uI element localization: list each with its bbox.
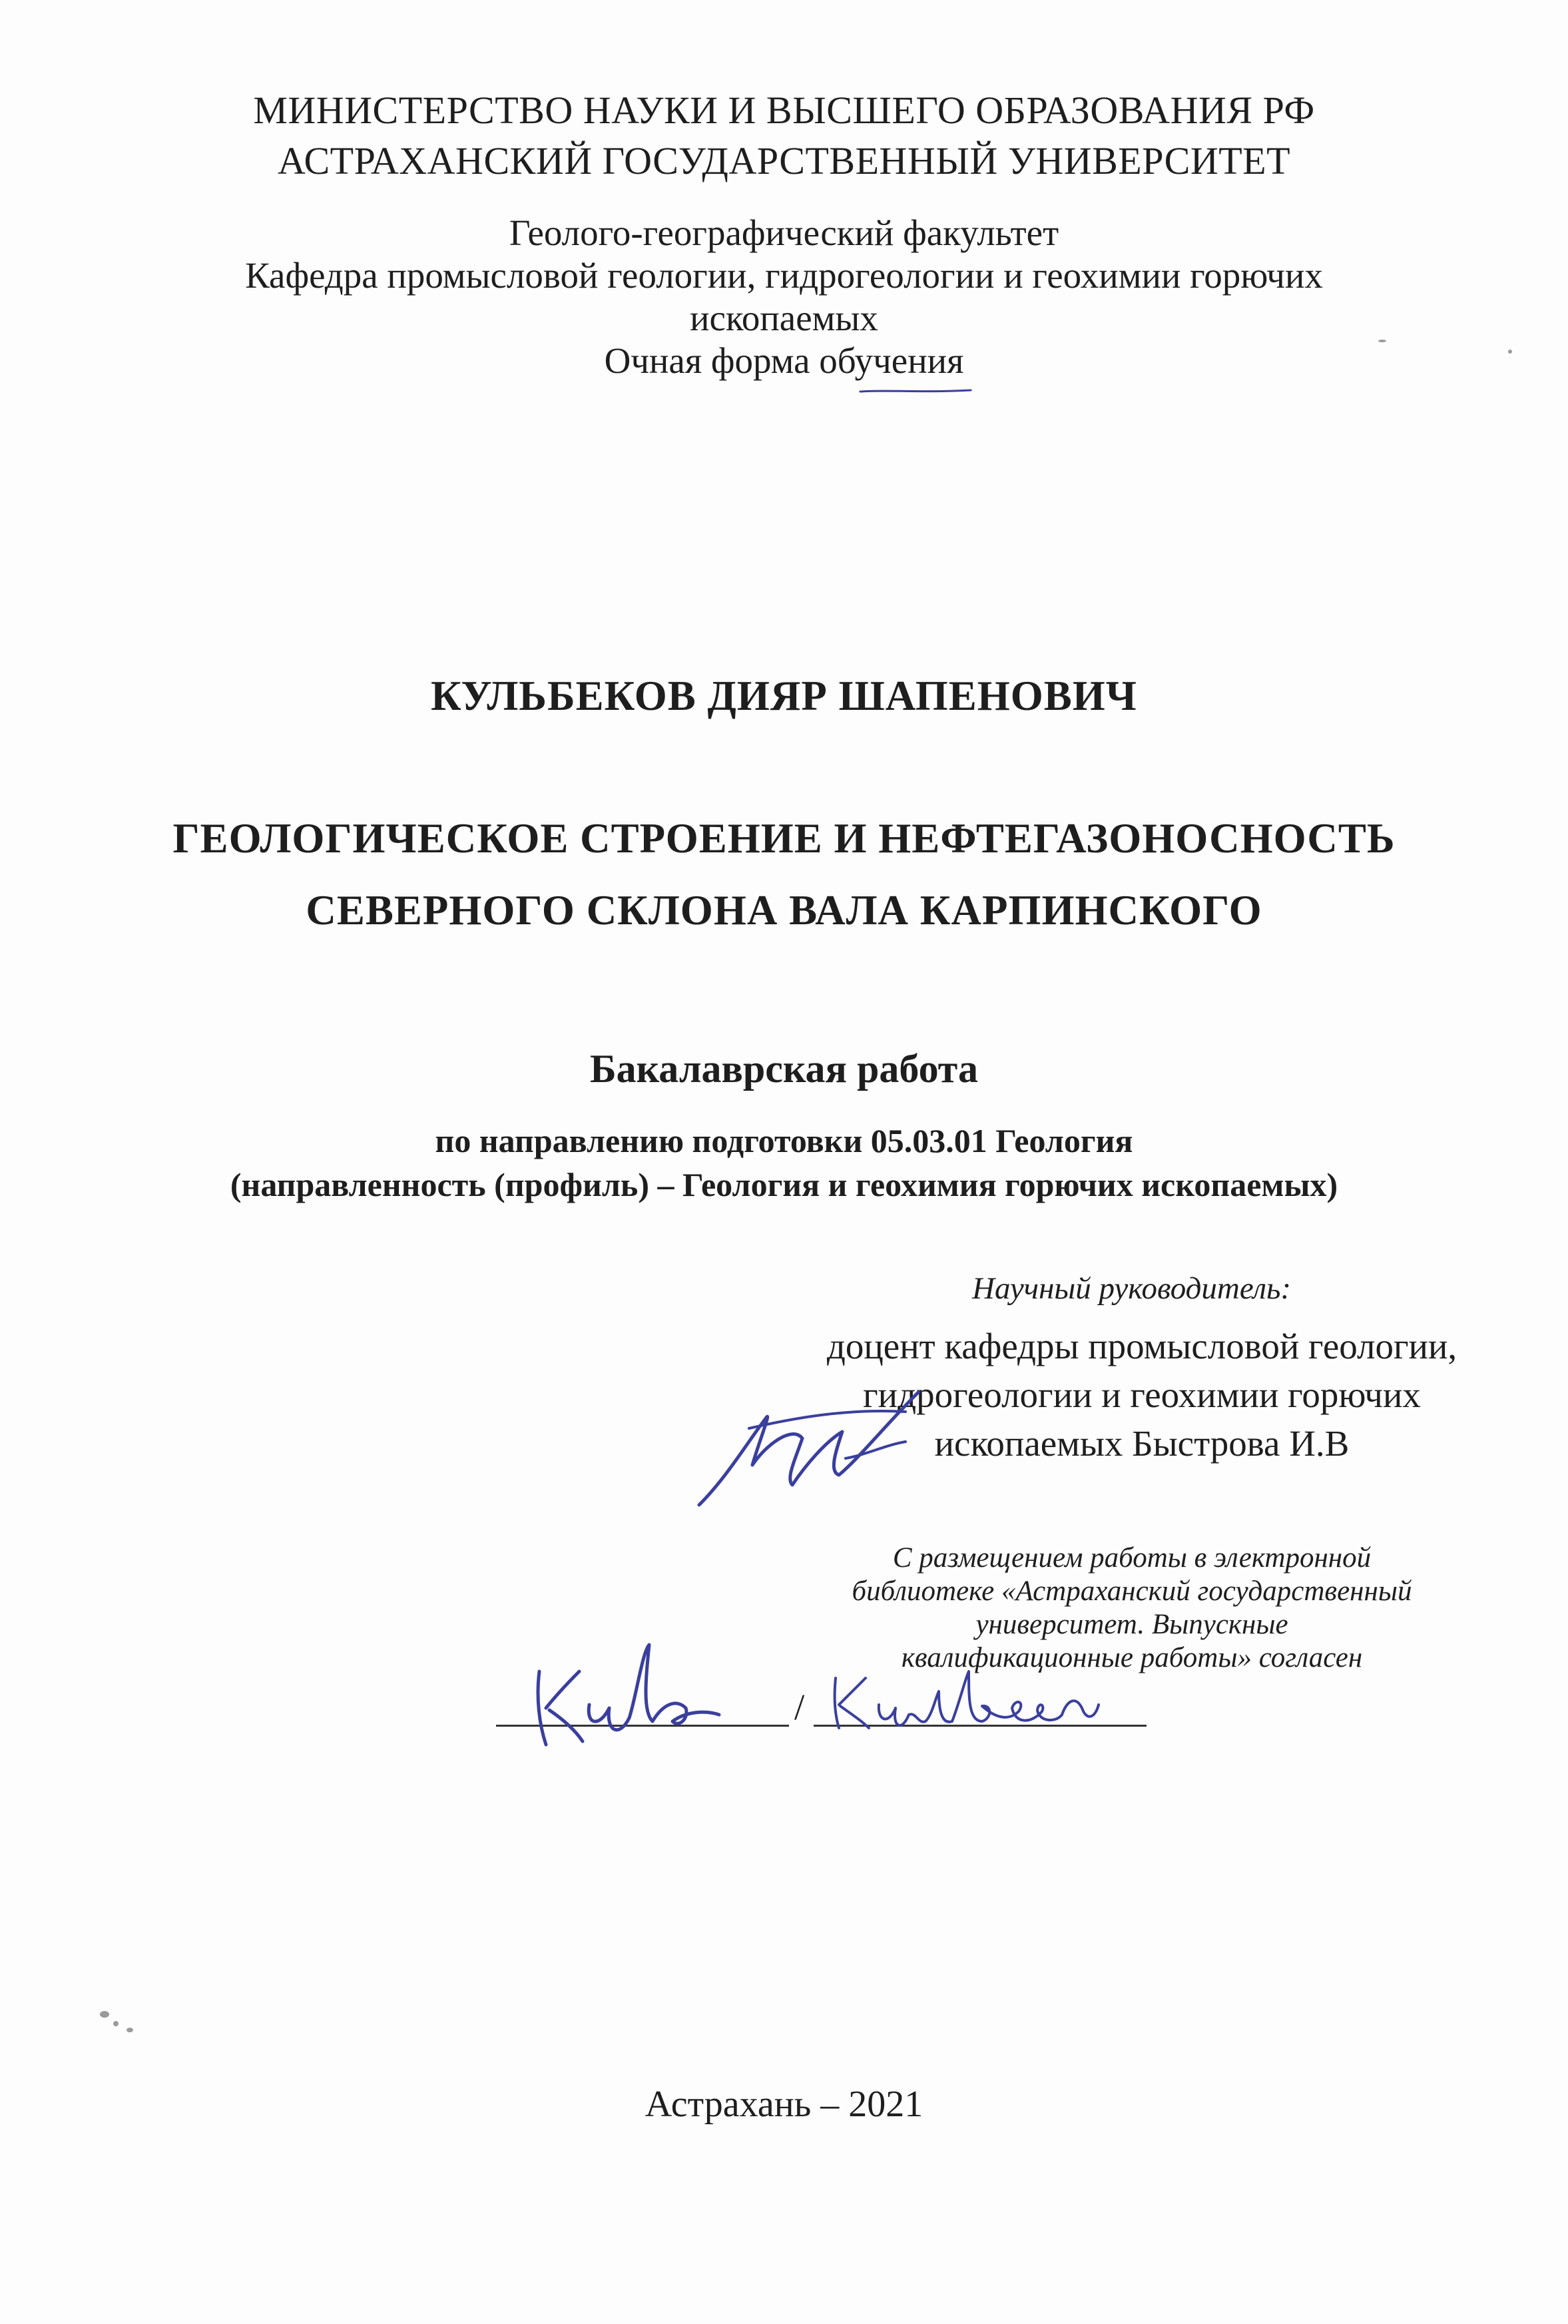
- student-name-handwritten: [826, 1658, 1119, 1738]
- scan-speck: [113, 2021, 119, 2026]
- scan-speck: [127, 2028, 133, 2032]
- consent-line2: библиотеке «Астраханский государственный: [852, 1576, 1412, 1607]
- thesis-title-line1: ГЕОЛОГИЧЕСКОЕ СТРОЕНИЕ И НЕФТЕГАЗОНОСНОСТЬ: [172, 815, 1396, 862]
- pen-underline-mark: [859, 388, 972, 394]
- study-direction: [0, 1119, 1568, 1207]
- study-form: Очная форма обучения: [604, 340, 964, 381]
- ministry-name: МИНИСТЕРСТВО НАУКИ И ВЫСШЕГО ОБРАЗОВАНИЯ РФ: [253, 89, 1315, 132]
- supervisor-line2: гидрогеологии и геохимии горючих: [863, 1374, 1421, 1415]
- department-name-line1: Кафедра промысловой геологии, гидрогеологии и геохимии горючих: [245, 255, 1323, 296]
- ministry-header: [0, 85, 1568, 186]
- scan-speck: [1378, 340, 1386, 342]
- student-signature: [519, 1631, 746, 1758]
- consent-line1: С размещением работы в электронной: [892, 1542, 1372, 1574]
- faculty-name: Геолого-географический факультет: [509, 212, 1059, 253]
- department-name-line2: ископаемых: [690, 298, 878, 338]
- university-name: АСТРАХАНСКИЙ ГОСУДАРСТВЕННЫЙ УНИВЕРСИТЕТ: [277, 139, 1291, 182]
- author-name: КУЛЬБЕКОВ ДИЯР ШАПЕНОВИЧ: [431, 673, 1137, 719]
- scan-speck: [100, 2011, 109, 2018]
- thesis-title: [0, 802, 1568, 946]
- supervisor-line1: доцент кафедры промысловой геологии,: [826, 1326, 1457, 1366]
- consent-line4: квалификационные работы» согласен: [901, 1642, 1363, 1673]
- consent-line3: университет. Выпускные: [975, 1609, 1288, 1640]
- direction-line1: по направлению подготовки 05.03.01 Геология: [435, 1122, 1133, 1159]
- scan-speck: [1508, 350, 1512, 354]
- supervisor-line3: ископаемых Быстрова И.В: [934, 1423, 1350, 1464]
- work-type: Бакалаврская работа: [589, 1047, 979, 1091]
- supervisor-signature: [686, 1378, 939, 1525]
- direction-line2: (направленность (профиль) – Геология и геохимия горючих ископаемых): [230, 1166, 1338, 1203]
- signature-separator: /: [794, 1687, 805, 1727]
- faculty-block: [0, 212, 1568, 382]
- city-year: Астрахань – 2021: [645, 2084, 923, 2125]
- supervisor-label: Научный руководитель:: [972, 1271, 1292, 1306]
- consent-statement: [806, 1542, 1458, 1675]
- thesis-title-line2: СЕВЕРНОГО СКЛОНА ВАЛА КАРПИНСКОГО: [306, 887, 1262, 934]
